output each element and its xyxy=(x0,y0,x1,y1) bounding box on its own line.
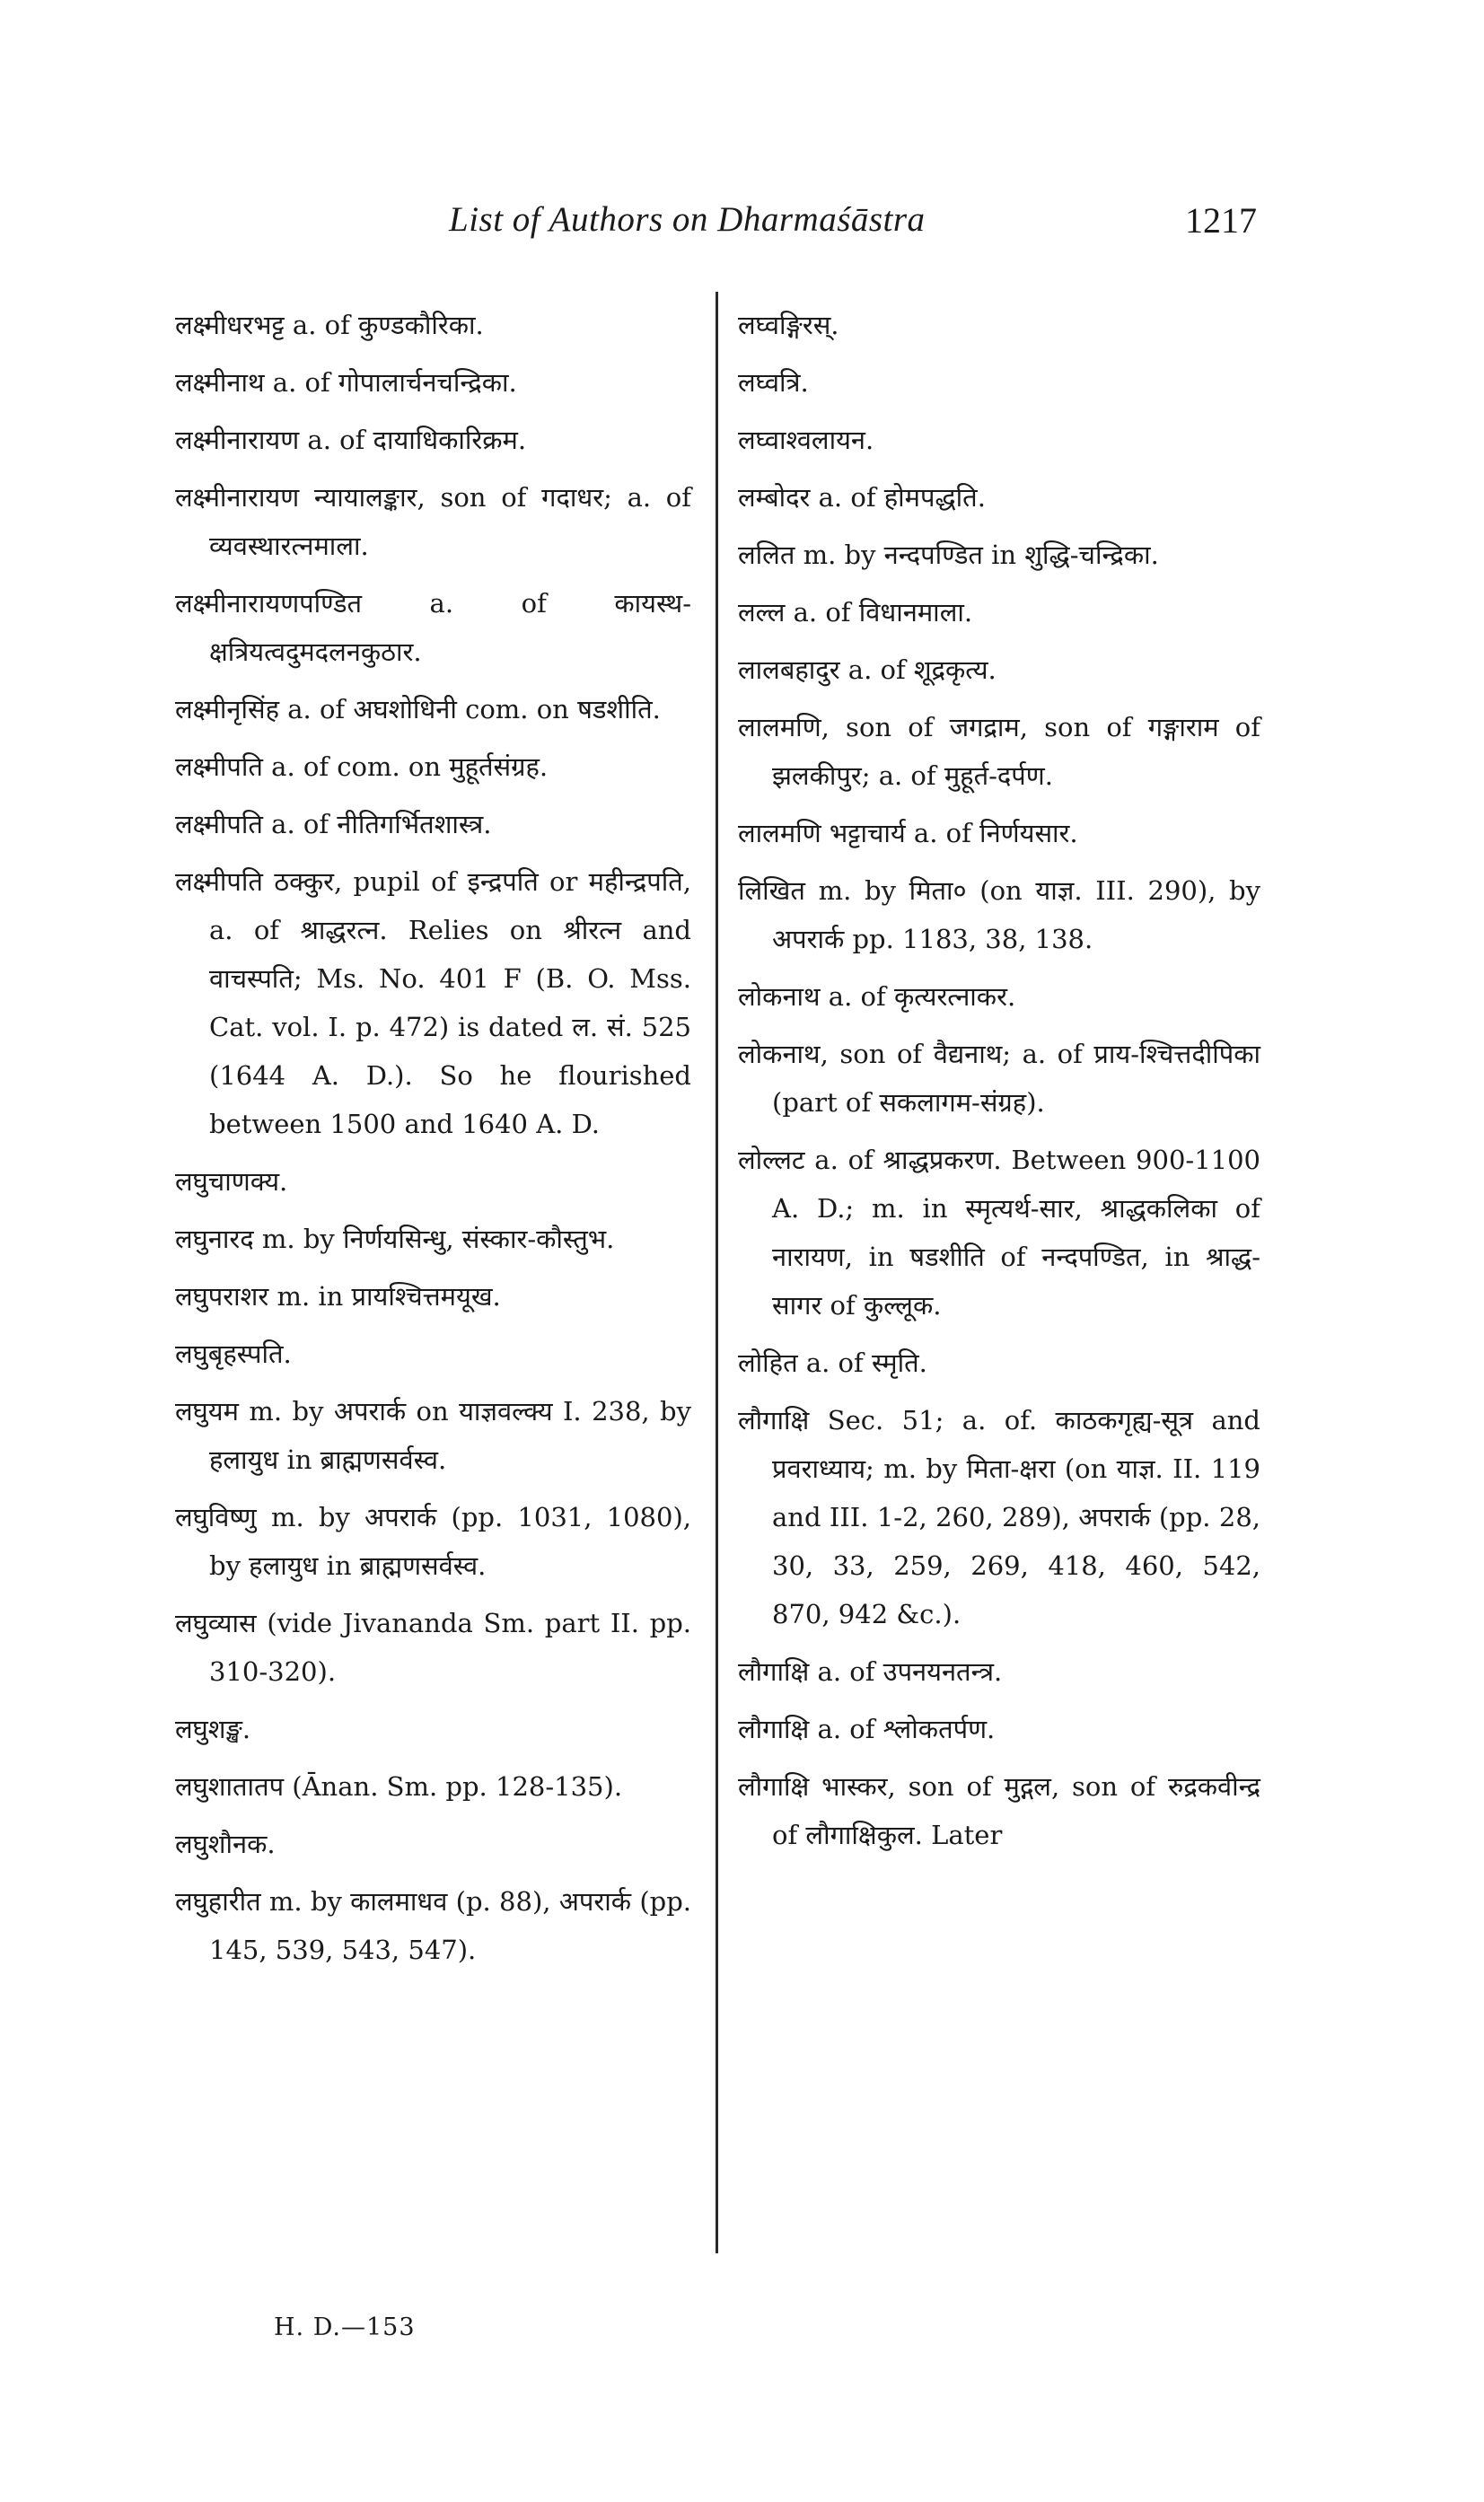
author-entry: लघुयम m. by अपरार्क on याज्ञवल्क्य I. 238, by हलायुध in ब्राह्मणसर्वस्व. xyxy=(175,1396,691,1475)
right-column xyxy=(738,301,1260,1868)
author-entry: लघ्वत्रि. xyxy=(738,367,809,398)
author-entry: लौगाक्षि a. of उपनयनतन्त्र. xyxy=(738,1656,1003,1687)
author-entry: लौगाक्षि a. of श्लोकतर्पण. xyxy=(738,1714,996,1744)
author-entry: लालमणि भट्टाचार्य a. of निर्णयसार. xyxy=(738,818,1078,848)
author-entry: लक्ष्मीनारायण a. of दायाधिकारिक्रम. xyxy=(175,425,527,455)
author-entry: लघुविष्णु m. by अपरार्क (pp. 1031, 1080), by हलायुध in ब्राह्मणसर्वस्व. xyxy=(175,1502,691,1581)
signature-mark: H. D.—153 xyxy=(274,2313,416,2341)
author-entry: लक्ष्मीपति ठक्कुर, pupil of इन्द्रपति or महीन्द्रपति, a. of श्राद्धरत्न. Relies on श्रीरत्न and वाचस्पति; Ms. No. 401 F (B. O. Mss. Cat. vol. I. p. 472) is dated ल. सं. 525 (1644 A. D.). So he flourished between 1500 and 1640 A. D. xyxy=(175,866,691,1139)
column-divider xyxy=(716,292,718,2253)
author-entry: लघुचाणक्य. xyxy=(175,1166,288,1197)
author-entry: लक्ष्मीधरभट्ट a. of कुण्डकौरिका. xyxy=(175,310,484,340)
author-entry: लम्बोदर a. of होमपद्धति. xyxy=(738,482,986,513)
author-entry: लघुबृहस्पति. xyxy=(175,1339,292,1369)
page-header xyxy=(422,199,1257,253)
author-entry: लालमणि, son of जगद्राम, son of गङ्गाराम of झलकीपुर; a. of मुहूर्त-दर्पण. xyxy=(738,712,1260,791)
running-title: List of Authors on Dharmaśāstra xyxy=(449,200,926,239)
author-entry: लक्ष्मीनृसिंह a. of अघशोधिनी com. on षडशीति. xyxy=(175,694,661,724)
author-entry: लक्ष्मीनारायण न्यायालङ्कार, son of गदाधर; a. of व्यवस्थारत्नमाला. xyxy=(175,482,691,561)
author-entry: ललित m. by नन्दपण्डित in शुद्धि-चन्द्रिका. xyxy=(738,540,1159,570)
author-entry: लघ्वाश्वलायन. xyxy=(738,425,874,455)
author-entry: लौगाक्षि Sec. 51; a. of. काठकगृह्य-सूत्र and प्रवराध्याय; m. by मिता-क्षरा (on याज्ञ. II. 119 and III. 1-2, 260, 289), अपरार्क (pp. 28, 30, 33, 259, 269, 418, 460, 542, 870, 942 &c.). xyxy=(738,1405,1260,1629)
author-entry: लोहित a. of स्मृति. xyxy=(738,1348,927,1378)
author-entry: लघुपराशर m. in प्रायश्चित्तमयूख. xyxy=(175,1281,501,1312)
author-entry: लालबहादुर a. of शूद्रकृत्य. xyxy=(738,654,997,685)
author-entry: लक्ष्मीपति a. of नीतिगर्भितशास्त्र. xyxy=(175,809,492,839)
author-entry: लल्ल a. of विधानमाला. xyxy=(738,597,973,628)
author-entry: लघुव्यास (vide Jivananda Sm. part II. pp. 310-320). xyxy=(175,1608,691,1687)
author-entry: लोकनाथ a. of कृत्यरत्नाकर. xyxy=(738,981,1016,1012)
author-entry: लक्ष्मीनारायणपण्डित a. of कायस्थ-क्षत्रियत्वदुमदलनकुठार. xyxy=(175,588,691,667)
left-column xyxy=(175,301,691,1983)
author-entry: लघुशातातप (Ānan. Sm. pp. 128-135). xyxy=(175,1771,623,1802)
author-entry: लक्ष्मीपति a. of com. on मुहूर्तसंग्रह. xyxy=(175,751,549,782)
author-entry: लघुशङ्ख. xyxy=(175,1714,251,1744)
author-entry: लिखित m. by मिता० (on याज्ञ. III. 290), by अपरार्क pp. 1183, 38, 138. xyxy=(738,875,1260,954)
author-entry: लोकनाथ, son of वैद्यनाथ; a. of प्राय-श्चित्तदीपिका (part of सकलागम-संग्रह). xyxy=(738,1039,1260,1118)
author-entry: लघ्वङ्गिरस्. xyxy=(738,310,839,340)
author-entry: लोल्लट a. of श्राद्धप्रकरण. Between 900-1100 A. D.; m. in स्मृत्यर्थ-सार, श्राद्धकलिका of नारायण, in षडशीति of नन्दपण्डित, in श्राद्ध-सागर of कुल्लूक. xyxy=(738,1145,1260,1321)
author-entry: लक्ष्मीनाथ a. of गोपालार्चनचन्द्रिका. xyxy=(175,367,517,398)
author-entry: लघुशौनक. xyxy=(175,1829,276,1859)
author-entry: लौगाक्षि भास्कर, son of मुद्गल, son of रुद्रकवीन्द्र of लौगाक्षिकुल. Later xyxy=(738,1771,1260,1850)
author-entry: लघुहारीत m. by कालमाधव (p. 88), अपरार्क (pp. 145, 539, 543, 547). xyxy=(175,1886,691,1965)
page-number: 1217 xyxy=(1185,200,1257,241)
author-entry: लघुनारद m. by निर्णयसिन्धु, संस्कार-कौस्तुभ. xyxy=(175,1224,615,1254)
